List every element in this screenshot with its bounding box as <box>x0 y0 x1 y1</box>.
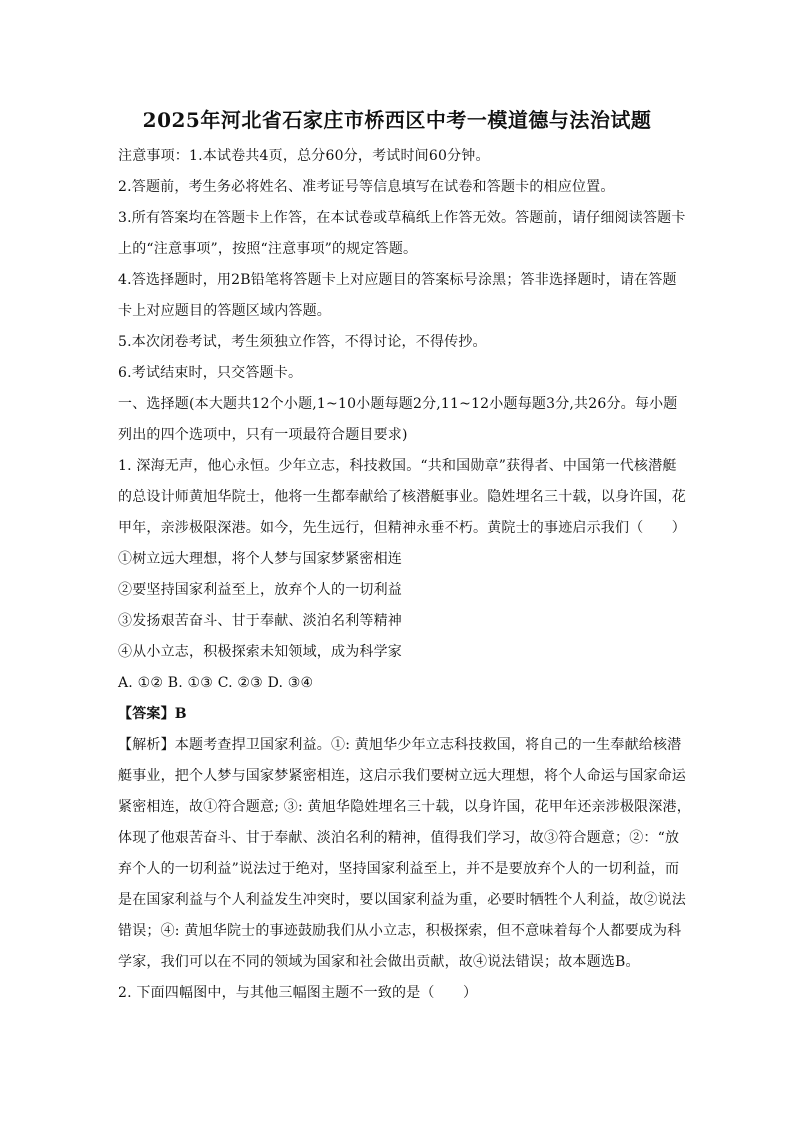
notice-line: 5.本次闭卷考试，考生须独立作答，不得讨论，不得传抄。 <box>118 334 487 350</box>
notice-line: 注意事项：1.本试卷共4页，总分60分，考试时间60分钟。 <box>118 148 490 164</box>
question-text: 1. 深海无声，他心永恒。少年立志，科技救国。“共和国勋章”获得者、中国第一代核潜艇 <box>118 458 677 474</box>
analysis-text: 【解析】本题考查捍卫国家利益。①: 黄旭华少年立志科技救国，将自己的一生奉献给核潜 <box>118 737 682 753</box>
analysis-text: 学家，我们可以在不同的领域为国家和社会做出贡献，故④说法错误；故本题选B。 <box>118 954 640 970</box>
option-statement: ④从小立志，积极探索未知领域，成为科学家 <box>118 644 402 660</box>
analysis-text: 弃个人的一切利益”说法过于绝对，坚持国家利益至上，并不是要放弃个人的一切利益，而 <box>118 861 680 877</box>
notice-line: 6.考试结束时，只交答题卡。 <box>118 365 303 381</box>
section-heading: 一、选择题(本大题共12个小题,1~10小题每题2分,11~12小题每题3分,共26分。每小题 <box>118 396 678 412</box>
notice-line: 3.所有答案均在答题卡上作答，在本试卷或草稿纸上作答无效。答题前，请仔细阅读答题卡 <box>118 210 686 226</box>
notice-line: 4.答选择题时，用2B铅笔将答题卡上对应题目的答案标号涂黑；答非选择题时，请在答题 <box>118 272 677 288</box>
analysis-text: 错误；④: 黄旭华院士的事迹鼓励我们从小立志，积极探索，但不意味着每个人都要成为科 <box>118 923 682 939</box>
question-text: 的总设计师黄旭华院士，他将一生都奉献给了核潜艇事业。隐姓埋名三十载，以身许国，花 <box>118 489 686 505</box>
page-title: 2025年河北省石家庄市桥西区中考一模道德与法治试题 <box>142 108 652 132</box>
answer-label: 【答案】B <box>118 706 187 722</box>
notice-line: 上的“注意事项”，按照“注意事项”的规定答题。 <box>118 241 418 257</box>
answer-choices: A. ①② B. ①③ C. ②③ D. ③④ <box>118 675 314 691</box>
analysis-text: 艇事业，把个人梦与国家梦紧密相连，这启示我们要树立远大理想，将个人命运与国家命运 <box>118 768 686 784</box>
option-statement: ③发扬艰苦奋斗、甘于奉献、淡泊名利等精神 <box>118 613 402 629</box>
notice-line: 2.答题前，考生务必将姓名、准考证号等信息填写在试卷和答题卡的相应位置。 <box>118 179 615 195</box>
question-text: 2. 下面四幅图中，与其他三幅图主题不一致的是（ ） <box>118 985 478 1001</box>
option-statement: ①树立远大理想，将个人梦与国家梦紧密相连 <box>118 551 402 567</box>
section-heading: 列出的四个选项中，只有一项最符合题目要求) <box>118 427 408 443</box>
option-statement: ②要坚持国家利益至上，放弃个人的一切利益 <box>118 582 402 598</box>
notice-line: 卡上对应题目的答题区域内答题。 <box>118 303 331 319</box>
question-text: 甲年，亲涉极限深港。如今，先生远行，但精神永垂不朽。黄院士的事迹启示我们（ ） <box>118 520 686 536</box>
analysis-text: 体现了他艰苦奋斗、甘于奉献、淡泊名利的精神，值得我们学习，故③符合题意；②：“放 <box>118 830 680 846</box>
analysis-text: 紧密相连，故①符合题意; ③: 黄旭华隐姓埋名三十载，以身许国，花甲年还亲涉极限深港， <box>118 799 691 815</box>
analysis-text: 是在国家利益与个人利益发生冲突时，要以国家利益为重，必要时牺牲个人利益，故②说法 <box>118 892 686 908</box>
